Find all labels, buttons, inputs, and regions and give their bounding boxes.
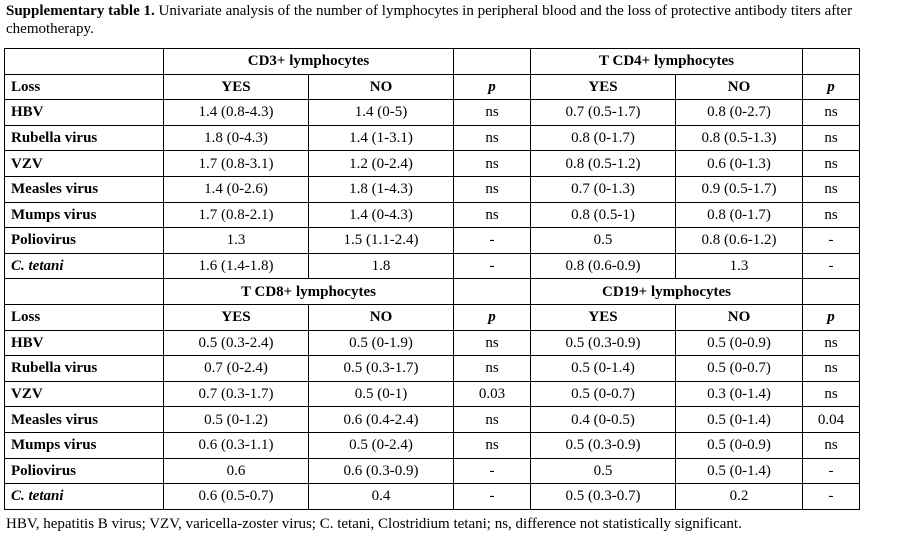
table-cell: 0.8 (0-1.7)	[676, 202, 803, 228]
table-cell: 0.2	[676, 484, 803, 510]
group-header-blank	[5, 49, 164, 75]
group-header-row	[5, 279, 860, 305]
column-header: p	[454, 74, 531, 100]
table-cell: 1.4 (0-4.3)	[309, 202, 454, 228]
table-cell: 0.5	[531, 228, 676, 254]
column-header: YES	[531, 74, 676, 100]
lymphocyte-table	[4, 48, 860, 510]
table-row	[5, 330, 860, 356]
table-cell: 1.7 (0.8-3.1)	[164, 151, 309, 177]
table-cell: 0.4	[309, 484, 454, 510]
group-header-right: CD19+ lymphocytes	[531, 279, 803, 305]
table-cell: ns	[454, 202, 531, 228]
table-row	[5, 202, 860, 228]
table-cell: 1.4 (0.8-4.3)	[164, 100, 309, 126]
table-cell: -	[803, 253, 860, 279]
row-label: C. tetani	[5, 484, 164, 510]
table-cell: 0.5 (0-2.4)	[309, 432, 454, 458]
table-cell: 0.8 (0-1.7)	[531, 125, 676, 151]
table-row	[5, 253, 860, 279]
column-header: NO	[309, 74, 454, 100]
column-header: NO	[309, 304, 454, 330]
table-cell: ns	[803, 381, 860, 407]
table-cell: 1.8 (1-4.3)	[309, 176, 454, 202]
table-row	[5, 407, 860, 433]
row-label: C. tetani	[5, 253, 164, 279]
table-cell: -	[803, 484, 860, 510]
row-label: Mumps virus	[5, 432, 164, 458]
table-cell: -	[454, 458, 531, 484]
table-cell: ns	[803, 432, 860, 458]
table-cell: 0.7 (0.5-1.7)	[531, 100, 676, 126]
table-cell: 0.4 (0-0.5)	[531, 407, 676, 433]
table-cell: -	[454, 484, 531, 510]
table-row	[5, 432, 860, 458]
table-cell: 0.3 (0-1.4)	[676, 381, 803, 407]
table-cell: 1.4 (0-5)	[309, 100, 454, 126]
group-header-row	[5, 49, 860, 75]
column-header: YES	[164, 304, 309, 330]
table-cell: 0.8 (0.6-0.9)	[531, 253, 676, 279]
table-row	[5, 125, 860, 151]
group-header-blank	[454, 279, 531, 305]
row-label: Poliovirus	[5, 458, 164, 484]
column-header: p	[803, 74, 860, 100]
table-cell: ns	[803, 100, 860, 126]
column-header: NO	[676, 74, 803, 100]
table-cell: 0.7 (0.3-1.7)	[164, 381, 309, 407]
table-cell: 1.3	[164, 228, 309, 254]
table-cell: ns	[454, 100, 531, 126]
row-label: Rubella virus	[5, 356, 164, 382]
table-cell: -	[803, 228, 860, 254]
row-label: Rubella virus	[5, 125, 164, 151]
table-row	[5, 176, 860, 202]
table-cell: 0.5 (0.3-1.7)	[309, 356, 454, 382]
table-cell: 1.5 (1.1-2.4)	[309, 228, 454, 254]
table-cell: 1.7 (0.8-2.1)	[164, 202, 309, 228]
group-header-left: CD3+ lymphocytes	[164, 49, 454, 75]
row-label: HBV	[5, 330, 164, 356]
table-cell: ns	[454, 356, 531, 382]
column-header: YES	[164, 74, 309, 100]
table-cell: 1.8	[309, 253, 454, 279]
table-cell: 0.5 (0.3-0.9)	[531, 432, 676, 458]
column-header: YES	[531, 304, 676, 330]
table-row	[5, 381, 860, 407]
table-cell: 0.5 (0-1.9)	[309, 330, 454, 356]
row-label: VZV	[5, 151, 164, 177]
group-header-left: T CD8+ lymphocytes	[164, 279, 454, 305]
table-cell: 0.5 (0-0.7)	[531, 381, 676, 407]
table-cell: ns	[803, 330, 860, 356]
column-header: Loss	[5, 74, 164, 100]
caption-title: Supplementary table 1.	[6, 3, 155, 19]
table-cell: ns	[803, 176, 860, 202]
row-label: Poliovirus	[5, 228, 164, 254]
caption-text: Univariate analysis of the number of lymphocytes in peripheral blood and the loss of protective antibody titers after chemotherapy.	[6, 3, 853, 37]
table-row	[5, 356, 860, 382]
table-cell: 1.8 (0-4.3)	[164, 125, 309, 151]
group-header-blank	[454, 49, 531, 75]
table-cell: 0.5 (0-0.7)	[676, 356, 803, 382]
table-caption	[6, 2, 896, 38]
table-cell: ns	[454, 151, 531, 177]
table-cell: ns	[803, 202, 860, 228]
table-cell: 1.4 (0-2.6)	[164, 176, 309, 202]
table-cell: 0.8 (0.5-1.2)	[531, 151, 676, 177]
table-cell: ns	[803, 151, 860, 177]
table-cell: 0.5 (0.3-0.9)	[531, 330, 676, 356]
table-cell: -	[803, 458, 860, 484]
group-header-right: T CD4+ lymphocytes	[531, 49, 803, 75]
table-cell: 0.5 (0-1.4)	[676, 407, 803, 433]
table-row	[5, 100, 860, 126]
group-header-blank	[803, 49, 860, 75]
row-label: VZV	[5, 381, 164, 407]
table-cell: 0.7 (0-2.4)	[164, 356, 309, 382]
table-cell: 0.8 (0-2.7)	[676, 100, 803, 126]
row-label: Measles virus	[5, 407, 164, 433]
column-header: Loss	[5, 304, 164, 330]
table-cell: 0.5 (0.3-0.7)	[531, 484, 676, 510]
column-header: p	[803, 304, 860, 330]
table-row	[5, 151, 860, 177]
table-cell: 0.5 (0-0.9)	[676, 330, 803, 356]
table-footnote: HBV, hepatitis B virus; VZV, varicella-zoster virus; C. tetani, Clostridium tetani; ns, difference not statistically significant.	[6, 516, 742, 532]
table-cell: 1.3	[676, 253, 803, 279]
table-cell: 0.5 (0-1.4)	[531, 356, 676, 382]
table-cell: ns	[454, 330, 531, 356]
column-header: NO	[676, 304, 803, 330]
table-row	[5, 458, 860, 484]
table-cell: ns	[454, 432, 531, 458]
row-label: Mumps virus	[5, 202, 164, 228]
group-header-blank	[5, 279, 164, 305]
table-cell: 0.6 (0-1.3)	[676, 151, 803, 177]
table-row	[5, 228, 860, 254]
table-cell: 1.2 (0-2.4)	[309, 151, 454, 177]
table-cell: ns	[803, 125, 860, 151]
table-cell: 0.8 (0.5-1.3)	[676, 125, 803, 151]
table-cell: 0.6 (0.3-1.1)	[164, 432, 309, 458]
table-cell: 0.8 (0.5-1)	[531, 202, 676, 228]
table-cell: 0.6	[164, 458, 309, 484]
table-cell: ns	[454, 176, 531, 202]
table-cell: -	[454, 228, 531, 254]
column-header: p	[454, 304, 531, 330]
table-cell: 0.5 (0-1.4)	[676, 458, 803, 484]
table-cell: 0.6 (0.4-2.4)	[309, 407, 454, 433]
row-label: HBV	[5, 100, 164, 126]
table-cell: ns	[803, 356, 860, 382]
table-cell: ns	[454, 407, 531, 433]
table-cell: 0.5 (0-0.9)	[676, 432, 803, 458]
column-header-row	[5, 74, 860, 100]
column-header-row	[5, 304, 860, 330]
table-cell: 0.6 (0.3-0.9)	[309, 458, 454, 484]
table-cell: 0.6 (0.5-0.7)	[164, 484, 309, 510]
table-cell: 0.9 (0.5-1.7)	[676, 176, 803, 202]
table-cell: 0.7 (0-1.3)	[531, 176, 676, 202]
table-cell: -	[454, 253, 531, 279]
table-cell: 0.5 (0-1)	[309, 381, 454, 407]
table-cell: 0.04	[803, 407, 860, 433]
table-cell: 0.5	[531, 458, 676, 484]
table-cell: 0.8 (0.6-1.2)	[676, 228, 803, 254]
group-header-blank	[803, 279, 860, 305]
table-row	[5, 484, 860, 510]
table-cell: 1.4 (1-3.1)	[309, 125, 454, 151]
table-cell: 0.03	[454, 381, 531, 407]
row-label: Measles virus	[5, 176, 164, 202]
table-cell: 0.5 (0-1.2)	[164, 407, 309, 433]
table-cell: 0.5 (0.3-2.4)	[164, 330, 309, 356]
table-cell: 1.6 (1.4-1.8)	[164, 253, 309, 279]
table-cell: ns	[454, 125, 531, 151]
